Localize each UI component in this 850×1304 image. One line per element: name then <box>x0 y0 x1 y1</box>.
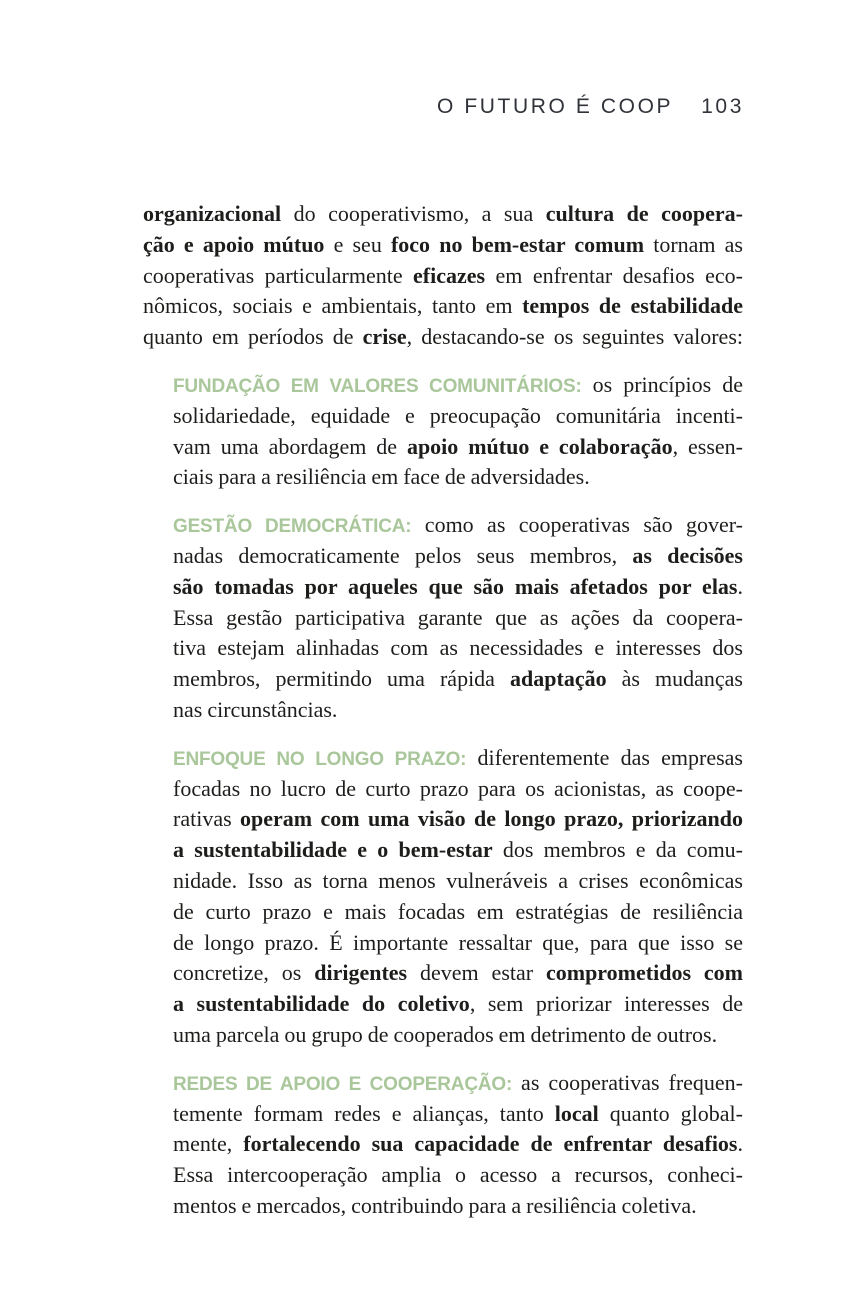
text-segment: temente formam redes e alianças, tanto <box>173 1100 555 1126</box>
text-line <box>173 1160 743 1191</box>
text-line <box>143 261 743 292</box>
section-heading-label: FUNDAÇÃO EM VALORES COMUNITÁRIOS: <box>173 375 582 397</box>
text-line <box>173 572 743 603</box>
text-segment: mente, <box>173 1131 244 1157</box>
text-line <box>173 633 743 664</box>
text-segment: dos membros e da comu- <box>492 837 744 863</box>
text-line <box>173 1068 743 1099</box>
section-heading-label: GESTÃO DEMOCRÁTICA: <box>173 516 412 538</box>
text-segment: focadas no lucro de curto prazo para os acionistas, as coope- <box>173 775 743 801</box>
section-heading-label: REDES DE APOIO E COOPERAÇÃO: <box>173 1073 513 1095</box>
bold-text-segment: são tomadas por aqueles que são mais afetados por elas <box>173 573 738 599</box>
bold-text-segment: cultura de coopera- <box>545 201 743 226</box>
text-line <box>173 835 743 866</box>
bold-text-segment: apoio mútuo e colaboração <box>406 433 673 459</box>
text-segment: , sem priorizar interesses de <box>469 991 744 1017</box>
bold-text-segment: crise <box>362 324 407 350</box>
bold-text-segment: foco no bem-estar comum <box>390 231 645 257</box>
text-segment: nadas democraticamente pelos seus membros, <box>173 542 633 568</box>
section-redes-apoio-cooperacao <box>173 1068 743 1222</box>
text-line <box>173 603 743 634</box>
text-segment: vam uma abordagem de <box>173 433 407 459</box>
bold-text-segment: organizacional <box>143 201 282 226</box>
text-segment: devem estar <box>407 960 546 986</box>
text-segment: Essa intercooperação amplia o acesso a recursos, conheci- <box>173 1162 743 1188</box>
bold-text-segment: dirigentes <box>314 960 408 986</box>
text-line <box>173 958 743 989</box>
section-gestao-democratica <box>173 510 743 726</box>
text-segment: ciais para a resiliência em face de adversidades. <box>173 464 590 490</box>
text-line <box>173 462 743 493</box>
page-content <box>143 199 743 1222</box>
text-line <box>173 541 743 572</box>
text-segment: e seu <box>324 231 391 257</box>
text-line <box>173 928 743 959</box>
page-header <box>0 95 744 119</box>
text-segment: rativas <box>173 806 241 832</box>
text-segment: do cooperativismo, a sua <box>281 201 546 226</box>
text-line <box>173 989 743 1020</box>
text-segment: nidade. Isso as torna menos vulneráveis a crises econômicas <box>173 867 743 893</box>
text-line <box>173 1129 743 1160</box>
text-segment: as cooperativas frequen- <box>512 1069 743 1095</box>
text-line <box>173 743 743 774</box>
section-enfoque-longo-prazo <box>173 743 743 1051</box>
text-line <box>173 432 743 463</box>
bold-text-segment: as decisões <box>632 542 743 568</box>
text-line <box>173 401 743 432</box>
bold-text-segment: adaptação <box>510 666 607 692</box>
text-segment: de curto prazo e mais focadas em estratégias de resiliência <box>173 898 743 924</box>
bold-text-segment: local <box>554 1100 599 1126</box>
text-segment: uma parcela ou grupo de cooperados em detrimento de outros. <box>173 1021 718 1047</box>
text-line <box>143 291 743 322</box>
text-segment: às mudanças <box>606 666 743 692</box>
text-segment: cooperativas particularmente <box>143 262 414 288</box>
page-number: 103 <box>701 95 744 118</box>
bold-text-segment: operam com uma visão de longo prazo, priorizando <box>240 806 743 832</box>
text-segment: tiva estejam alinhadas com as necessidades e interesses dos <box>173 635 743 661</box>
text-line <box>173 774 743 805</box>
text-segment: nômicos, sociais e ambientais, tanto em <box>143 293 523 319</box>
text-line <box>173 1099 743 1130</box>
bold-text-segment: tempos de estabilidade <box>522 293 743 319</box>
text-line <box>173 370 743 401</box>
text-line <box>173 510 743 541</box>
text-segment: mentos e mercados, contribuindo para a resiliência coletiva. <box>173 1192 697 1218</box>
text-line <box>143 322 743 353</box>
text-line <box>173 664 743 695</box>
intro-paragraph <box>143 199 743 353</box>
text-segment: nas circunstâncias. <box>173 696 338 722</box>
text-line <box>173 695 743 726</box>
text-line <box>143 230 743 261</box>
bold-text-segment: eficazes <box>413 262 486 288</box>
text-line <box>173 866 743 897</box>
text-segment: solidariedade, equidade e preocupação comunitária incenti- <box>173 402 743 428</box>
text-segment: de longo prazo. É importante ressaltar que, para que isso se <box>173 929 743 955</box>
text-segment: Essa gestão participativa garante que as ações da coopera- <box>173 604 743 630</box>
bold-text-segment: a sustentabilidade do coletivo <box>173 991 470 1017</box>
section-fundacao-valores-comunitarios <box>173 370 743 493</box>
bold-text-segment: comprometidos com <box>545 960 743 986</box>
text-line <box>173 1020 743 1051</box>
text-line <box>173 897 743 928</box>
text-segment: os princípios de <box>581 371 743 397</box>
text-segment: tornam as <box>644 231 743 257</box>
text-segment: diferentemente das empresas <box>466 744 743 770</box>
text-segment: como as cooperativas são gover- <box>411 512 743 538</box>
text-line <box>173 804 743 835</box>
section-heading-label: ENFOQUE NO LONGO PRAZO: <box>173 748 467 770</box>
text-segment: . <box>737 573 743 599</box>
text-segment: concretize, os <box>173 960 315 986</box>
text-segment: . <box>737 1131 743 1157</box>
text-segment: em enfrentar desafios eco- <box>485 262 743 288</box>
text-segment: , essen- <box>672 433 743 459</box>
text-segment: membros, permitindo uma rápida <box>173 666 511 692</box>
text-segment: , destacando-se os seguintes valores: <box>406 324 743 350</box>
bold-text-segment: fortalecendo sua capacidade de enfrentar desafios <box>243 1131 738 1157</box>
text-segment: quanto em períodos de <box>143 324 363 350</box>
bold-text-segment: ção e apoio mútuo <box>143 231 325 257</box>
bold-text-segment: a sustentabilidade e o bem-estar <box>173 837 493 863</box>
text-segment: quanto global- <box>598 1100 743 1126</box>
text-line <box>143 199 743 230</box>
text-line <box>173 1191 743 1222</box>
running-title: O FUTURO É COOP <box>436 95 674 118</box>
